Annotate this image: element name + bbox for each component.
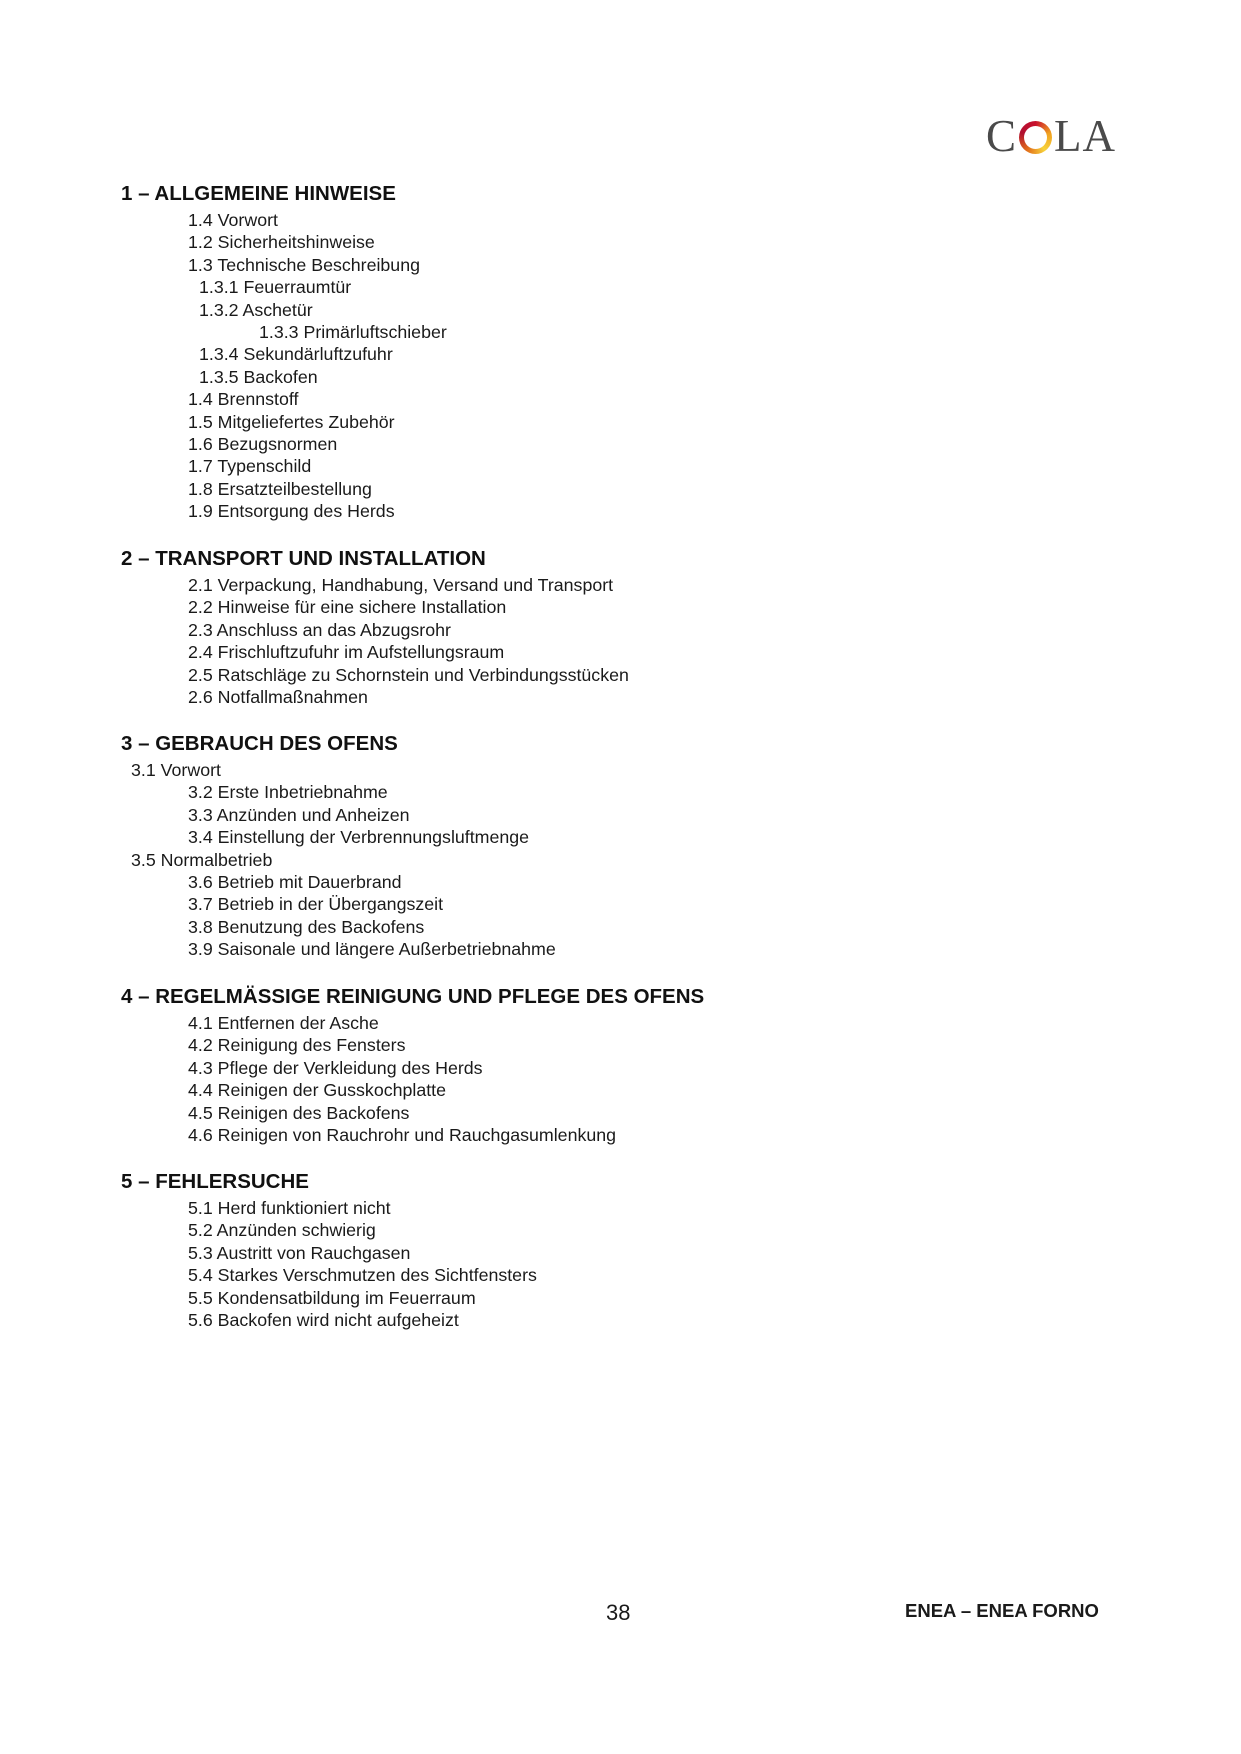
toc-entry: 2.5 Ratschläge zu Schornstein und Verbindungsstücken	[188, 664, 629, 685]
toc-entry: 3.7 Betrieb in der Übergangszeit	[188, 894, 444, 915]
section-heading: 5 – FEHLERSUCHE	[121, 1170, 309, 1193]
brand-logo	[986, 112, 1116, 160]
toc-entry: 1.4 Vorwort	[188, 210, 278, 230]
toc-entry: 1.3.5 Backofen	[199, 366, 318, 387]
logo-prefix: C	[986, 111, 1018, 161]
section-heading: 2 – TRANSPORT UND INSTALLATION	[121, 547, 486, 570]
toc-entry: 2.4 Frischluftzufuhr im Aufstellungsraum	[188, 642, 505, 663]
toc-entry: 2.6 Notfallmaßnahmen	[188, 687, 368, 707]
toc-entry: 3.4 Einstellung der Verbrennungsluftmenge	[188, 827, 530, 848]
toc-entry: 3.3 Anzünden und Anheizen	[188, 804, 410, 825]
toc-entry: 5.6 Backofen wird nicht aufgeheizt	[188, 1310, 459, 1330]
toc-entry: 3.2 Erste Inbetriebnahme	[188, 782, 388, 803]
toc-entry: 4.1 Entfernen der Asche	[188, 1013, 379, 1033]
toc-entry: 1.3.4 Sekundärluftzufuhr	[199, 344, 393, 365]
toc-entry: 4.5 Reinigen des Backofens	[188, 1102, 410, 1123]
toc-entry: 1.3 Technische Beschreibung	[188, 254, 420, 275]
toc-entry: 5.3 Austritt von Rauchgasen	[188, 1242, 411, 1263]
toc-entry: 1.3.2 Aschetür	[199, 299, 313, 320]
o-ring-icon	[1019, 121, 1052, 154]
toc-entry: 4.6 Reinigen von Rauchrohr und Rauchgasumlenkung	[188, 1125, 617, 1145]
toc-entry: 5.5 Kondensatbildung im Feuerraum	[188, 1287, 476, 1308]
toc-entry: 2.2 Hinweise für eine sichere Installation	[188, 597, 507, 618]
toc-entry: 1.6 Bezugsnormen	[188, 434, 338, 454]
logo-suffix: LA	[1054, 111, 1117, 161]
toc-entry: 1.8 Ersatzteilbestellung	[188, 478, 372, 499]
toc-entry: 2.3 Anschluss an das Abzugsrohr	[188, 619, 451, 640]
toc-entry: 4.4 Reinigen der Gusskochplatte	[188, 1080, 446, 1101]
toc-entry: 1.9 Entsorgung des Herds	[188, 501, 395, 522]
toc-entry: 5.1 Herd funktioniert nicht	[188, 1198, 391, 1218]
document-title: ENEA – ENEA FORNO	[905, 1600, 1099, 1621]
toc-entry: 3.8 Benutzung des Backofens	[188, 916, 425, 937]
toc-entry: 2.1 Verpackung, Handhabung, Versand und Transport	[188, 575, 614, 595]
toc-entry: 1.3.3 Primärluftschieber	[259, 322, 447, 342]
toc-entry: 3.9 Saisonale und längere Außerbetriebnahme	[188, 939, 556, 960]
toc-entry: 3.5 Normalbetrieb	[131, 849, 273, 870]
toc-entry: 5.4 Starkes Verschmutzen des Sichtfensters	[188, 1265, 537, 1286]
section-heading: 4 – REGELMÄSSIGE REINIGUNG UND PFLEGE DES OFENS	[121, 985, 705, 1008]
toc-entry: 3.6 Betrieb mit Dauerbrand	[188, 872, 402, 892]
toc-entry: 3.1 Vorwort	[131, 760, 221, 780]
toc-entry: 1.7 Typenschild	[188, 456, 312, 477]
toc-entry: 5.2 Anzünden schwierig	[188, 1220, 376, 1241]
toc-entry: 4.2 Reinigung des Fensters	[188, 1035, 406, 1056]
page-number: 38	[606, 1600, 631, 1625]
section-heading: 1 – ALLGEMEINE HINWEISE	[121, 182, 396, 205]
toc-entry: 1.4 Brennstoff	[188, 389, 299, 410]
toc-entry: 1.2 Sicherheitshinweise	[188, 232, 375, 253]
toc-entry: 4.3 Pflege der Verkleidung des Herds	[188, 1057, 483, 1078]
section-heading: 3 – GEBRAUCH DES OFENS	[121, 732, 398, 755]
toc-entry: 1.3.1 Feuerraumtür	[199, 277, 352, 298]
toc-entry: 1.5 Mitgeliefertes Zubehör	[188, 411, 395, 432]
